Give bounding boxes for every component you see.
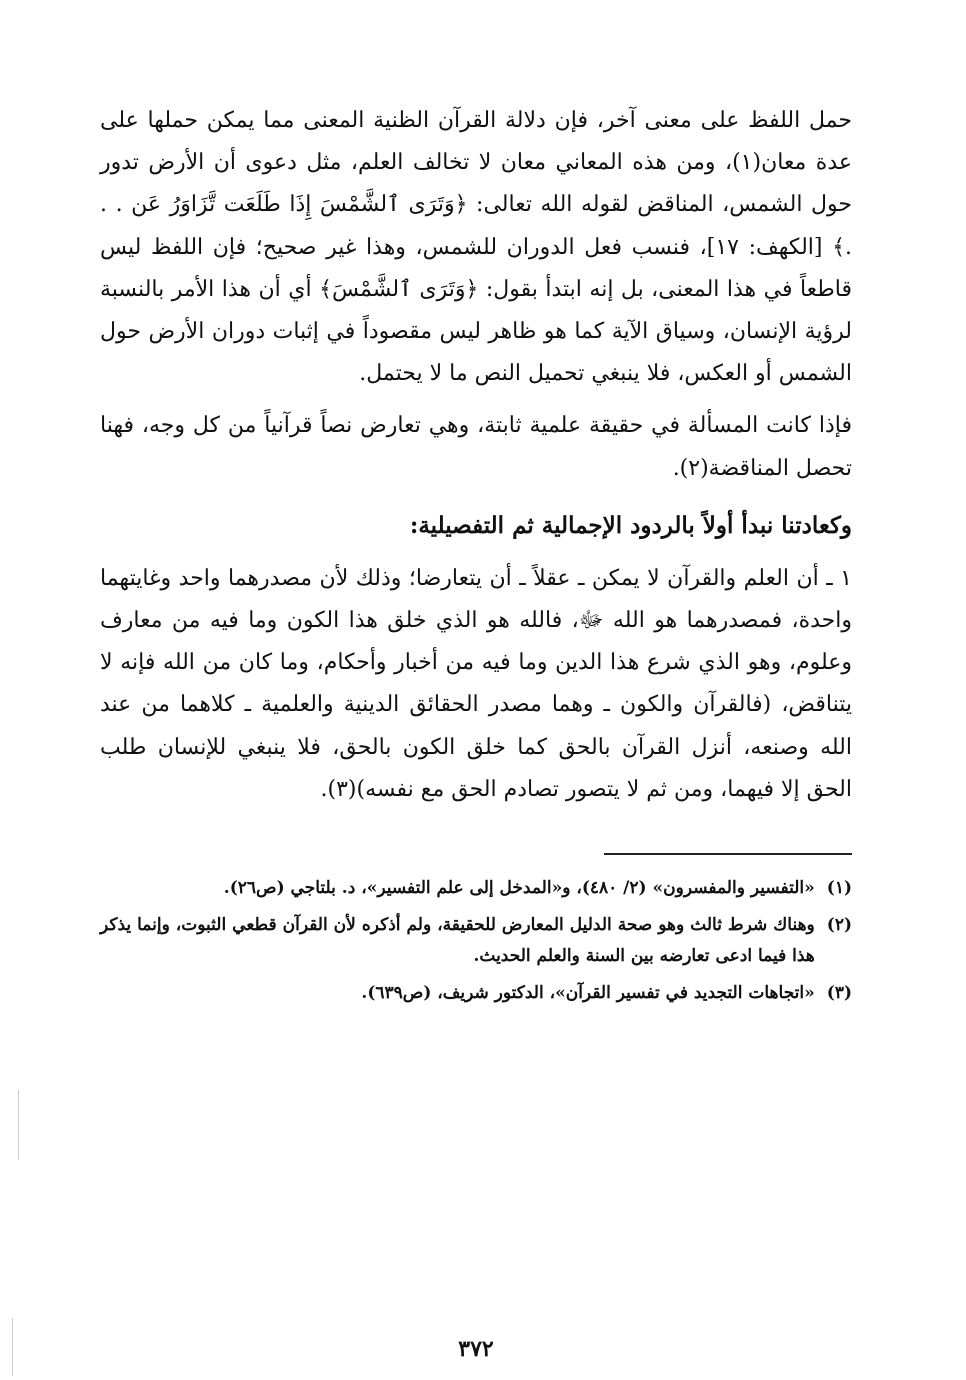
footnote-text: وهناك شرط ثالث وهو صحة الدليل المعارض للحقيقة، ولم أذكره لأن القرآن قطعي الثبوت، وإنما يذكر هذا فيما ادعى تعارضه بين السنة والعلم الحديث. [100, 915, 815, 967]
footnote-3 [100, 978, 852, 1009]
footnote-number: (١) [826, 878, 852, 899]
footnote-2 [100, 910, 852, 972]
footnote-separator [604, 853, 852, 855]
left-margin-mark [12, 1318, 13, 1376]
footnote-text: «التفسير والمفسرون» (٢/ ٤٨٠)، و«المدخل إلى علم التفسير»، د. بلتاجي (ص٢٦). [223, 878, 815, 899]
footnote-text: «اتجاهات التجديد في تفسير القرآن»، الدكتور شريف، (ص٦٣٩). [361, 983, 815, 1004]
footnote-1 [100, 873, 852, 904]
paragraph-1: حمل اللفظ على معنى آخر، فإن دلالة القرآن الظنية المعنى مما يمكن حملها على عدة معان(١)، ومن هذه المعاني معان لا تخالف العلم، مثل دعوى أن الأرض تدور حول الشمس، المناقض لقوله الله تعالى: ﴿وَتَرَى ٱلشَّمْسَ إِذَا طَلَعَت تَّزَاوَرُ عَن . . .﴾ [الكهف: ١٧]، فنسب فعل الدوران للشمس، وهذا غير صحيح؛ فإن اللفظ ليس قاطعاً في هذا المعنى، بل إنه ابتدأ بقول: ﴿وَتَرَى ٱلشَّمْسَ﴾ أي أن هذا الأمر بالنسبة لرؤية الإنسان، وسياق الآية كما هو ظاهر ليس مقصوداً في إثبات دوران الأرض حول الشمس أو العكس، فلا ينبغي تحميل النص ما لا يحتمل. [100, 108, 852, 387]
left-margin-mark [18, 1090, 19, 1160]
paragraph-2: فإذا كانت المسألة في حقيقة علمية ثابتة، وهي تعارض نصاً قرآنياً من كل وجه، فهنا تحصل المناقضة(٢). [100, 413, 852, 481]
point-1-paragraph: ١ ـ أن العلم والقرآن لا يمكن ـ عقلاً ـ أن يتعارضا؛ وذلك لأن مصدرهما واحد وغايتهما واحدة، فمصدرهما هو الله ﷻ، فالله هو الذي خلق هذا الكون وما فيه من معارف وعلوم، وهو الذي شرع هذا الدين وما فيه من أخبار وأحكام، وما كان من الله فإنه لا يتناقض، (فالقرآن والكون ـ وهما مصدر الحقائق الدينية والعلمية ـ كلاهما من عند الله وصنعه، أنزل القرآن بالحق كما خلق الكون بالحق، فلا ينبغي للإنسان طلب الحق إلا فيهما، ومن ثم لا يتصور تصادم الحق مع نفسه)(٣). [100, 565, 852, 802]
footnote-number: (٣) [826, 983, 852, 1004]
footnotes [100, 873, 852, 1009]
page-number: ٣٧٢ [458, 1336, 494, 1362]
book-page [100, 100, 852, 1362]
footnote-number: (٢) [826, 915, 852, 936]
section-heading: وكعادتنا نبدأ أولاً بالردود الإجمالية ثم التفصيلية: [409, 511, 852, 539]
